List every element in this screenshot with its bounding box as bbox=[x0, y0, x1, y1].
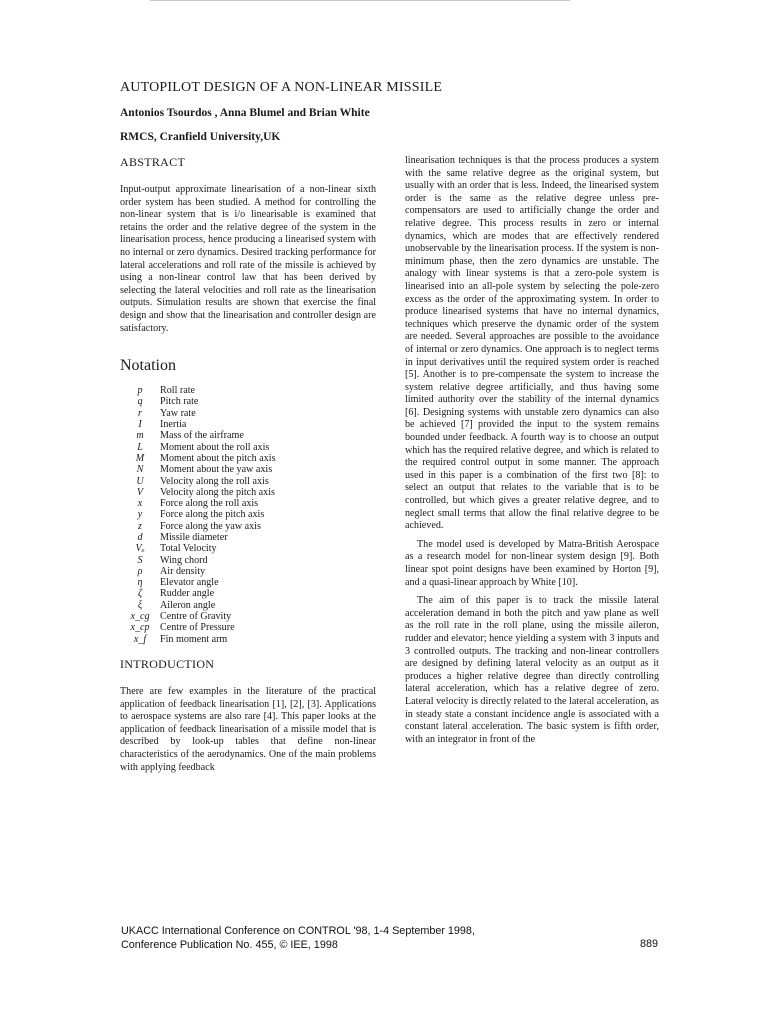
notation-description: Roll rate bbox=[160, 385, 196, 397]
notation-description: Elevator angle bbox=[160, 577, 219, 589]
notation-table bbox=[126, 385, 276, 645]
introduction-heading: INTRODUCTION bbox=[120, 656, 215, 671]
notation-symbol: z bbox=[138, 520, 142, 532]
notation-row bbox=[126, 577, 276, 588]
notation-symbol: m bbox=[136, 430, 144, 442]
introduction-text: There are few examples in the literature of the practical application of feedback linearisation [1], [2], [3]. Applications to aerospace systems are also rare [4]. This paper looks at the application of feedback linearisation of a missile model that is described by look-up tables that define non-linear characteristics of the aerodynamics. One of the main problems with applying feedback bbox=[120, 685, 376, 773]
right-paragraph-3: The aim of this paper is to track the missile lateral acceleration demand in both the pitch and yaw plane as well as the roll rate in the roll plane, using the missile aileron, rudder and elevator; hence yielding a system with 3 inputs and 3 controlled outputs. The tracking and non-linear controllers are designed by defining lateral velocity as an output as it produces a higher relative degree than directly controlling lateral acceleration, which has a relative degree of zero. Lateral velocity is directly related to the lateral acceleration, as in steady state a constant incidence angle is associated with a constant lateral acceleration. The basic system is fifth order, with an integrator in front of the bbox=[405, 595, 659, 745]
abstract-heading: ABSTRACT bbox=[120, 155, 186, 169]
notation-row bbox=[126, 622, 276, 633]
notation-description: Centre of Pressure bbox=[160, 622, 235, 634]
notation-description: Centre of Gravity bbox=[160, 611, 232, 623]
notation-symbol: V bbox=[136, 486, 144, 498]
footer-citation bbox=[121, 924, 475, 952]
left-column bbox=[120, 155, 376, 774]
notation-row bbox=[126, 408, 276, 419]
notation-description: Rudder angle bbox=[160, 588, 215, 600]
notation-symbol: N bbox=[136, 464, 144, 476]
notation-symbol: Vₒ bbox=[135, 543, 145, 555]
notation-description: Wing chord bbox=[160, 554, 208, 566]
notation-description: Yaw rate bbox=[160, 407, 196, 419]
notation-description: Pitch rate bbox=[160, 396, 199, 408]
notation-row bbox=[126, 634, 276, 645]
notation-row bbox=[126, 476, 276, 487]
notation-description: Force along the pitch axis bbox=[160, 509, 265, 521]
notation-symbol: U bbox=[136, 475, 144, 487]
right-paragraph-1: linearisation techniques is that the process produces a system with the same relative degree as the original system, but usually with an order that is less. Indeed, the linearised system order is the same as the relative degree unless pre-compensators are used to artificially change the order and relative degree. This process results in zero or internal dynamics, which are modes that are effectively rendered unobservable by the linearisation process. If the system is non-minimum phase, then the zero dynamics are unstable. The analogy with linear systems is that a zero-pole system is linearised into an all-pole system by selecting the pole-zero excess as the order of the approximating system. In order to produce linearised systems that have no internal dynamics, techniques which preserve the dynamic order of the system are needed. Several approaches are possible to the avoidance of internal or zero dynamics. One approach is to neglect terms in input derivatives until the required system order is reached [5]. Another is to pre-compensate the system to increase the system relative degree artificially, and thus having some limited authority over the stability of the internal dynamics [6]. Designing systems with unstable zero dynamics can also be achieved [7] provided the input to the system remains bounded under feedback. A fourth way is to choose an output which has the required relative degree, and which is related to the required control output in some manner. The approach used in this paper is a combination of the first two [8]: to select an output that relates to the variable that is to be controlled, but which gives a greater relative degree, and to neglect small terms that allow the final relative degree to be achieved. bbox=[405, 155, 659, 532]
notation-symbol: r bbox=[138, 407, 142, 419]
notation-row bbox=[126, 487, 276, 498]
notation-symbol: S bbox=[137, 554, 143, 566]
notation-description: Air density bbox=[160, 565, 206, 577]
notation-symbol: p bbox=[137, 385, 143, 397]
notation-symbol: M bbox=[135, 452, 145, 464]
notation-row bbox=[126, 521, 276, 532]
notation-symbol: y bbox=[137, 509, 143, 521]
notation-symbol: q bbox=[137, 396, 143, 408]
notation-symbol: x_cg bbox=[130, 611, 150, 623]
authors: Antonios Tsourdos , Anna Blumel and Brian White bbox=[120, 107, 370, 119]
notation-symbol: η bbox=[137, 577, 143, 589]
notation-row bbox=[126, 464, 276, 475]
notation-symbol: x bbox=[137, 498, 143, 510]
notation-row bbox=[126, 385, 276, 396]
right-column bbox=[405, 155, 659, 746]
paper-title: AUTOPILOT DESIGN OF A NON-LINEAR MISSILE bbox=[120, 80, 443, 95]
notation-symbol: I bbox=[138, 419, 142, 431]
notation-row bbox=[126, 430, 276, 441]
notation-row bbox=[126, 611, 276, 622]
footer-line-2: Conference Publication No. 455, © IEE, 1998 bbox=[121, 939, 338, 951]
notation-row bbox=[126, 588, 276, 599]
notation-row bbox=[126, 442, 276, 453]
notation-symbol: ζ bbox=[137, 588, 143, 600]
notation-row bbox=[126, 555, 276, 566]
right-paragraph-2: The model used is developed by Matra-British Aerospace as a research model for non-linear system design [9]. Both linear spot point designs have been examined by Horton [9], and a quasi-linear approach by White [10]. bbox=[405, 538, 659, 588]
abstract-text: Input-output approximate linearisation of a non-linear sixth order system has been studied. A method for controlling the non-linear system that is i/o linearisable is examined that retains the order and the relative degree of the system in the linearisation process, hence producing a linearised system with no internal or zero dynamics. Desired tracking performance for lateral accelerations and roll rate of the missile is achieved by using a non-linear control law that has been derived by selecting the lateral velocities and roll rate as the linearisation outputs. Simulation results are shown that exercise the final design and show that the linearisation and controller design are satisfactory. bbox=[120, 184, 376, 334]
notation-symbol: ξ bbox=[137, 599, 143, 611]
notation-description: Force along the yaw axis bbox=[160, 520, 261, 532]
notation-heading: Notation bbox=[120, 357, 176, 375]
notation-row bbox=[126, 543, 276, 554]
notation-row bbox=[126, 509, 276, 520]
notation-symbol: x_f bbox=[133, 633, 147, 645]
notation-row bbox=[126, 600, 276, 611]
affiliation: RMCS, Cranfield University,UK bbox=[120, 131, 281, 143]
notation-symbol: d bbox=[137, 531, 143, 543]
notation-description: Moment about the roll axis bbox=[160, 441, 270, 453]
notation-description: Total Velocity bbox=[160, 543, 217, 555]
notation-row bbox=[126, 453, 276, 464]
notation-symbol: ρ bbox=[137, 565, 143, 577]
notation-row bbox=[126, 419, 276, 430]
notation-description: Fin moment arm bbox=[160, 633, 228, 645]
notation-description: Missile diameter bbox=[160, 531, 228, 543]
notation-row bbox=[126, 532, 276, 543]
page-number: 889 bbox=[640, 938, 659, 950]
top-rule bbox=[150, 0, 570, 1]
notation-description: Inertia bbox=[160, 419, 187, 431]
notation-row bbox=[126, 396, 276, 407]
notation-row bbox=[126, 566, 276, 577]
notation-description: Force along the roll axis bbox=[160, 498, 259, 510]
notation-description: Aileron angle bbox=[160, 599, 216, 611]
notation-row bbox=[126, 498, 276, 509]
footer-line-1: UKACC International Conference on CONTROL '98, 1-4 September 1998, bbox=[121, 925, 475, 937]
notation-description: Velocity along the pitch axis bbox=[160, 486, 275, 498]
notation-symbol: x_cp bbox=[130, 622, 150, 634]
notation-description: Moment about the yaw axis bbox=[160, 464, 273, 476]
notation-description: Velocity along the roll axis bbox=[160, 475, 269, 487]
notation-description: Moment about the pitch axis bbox=[160, 452, 276, 464]
notation-symbol: L bbox=[137, 441, 143, 453]
notation-description: Mass of the airframe bbox=[160, 430, 244, 442]
